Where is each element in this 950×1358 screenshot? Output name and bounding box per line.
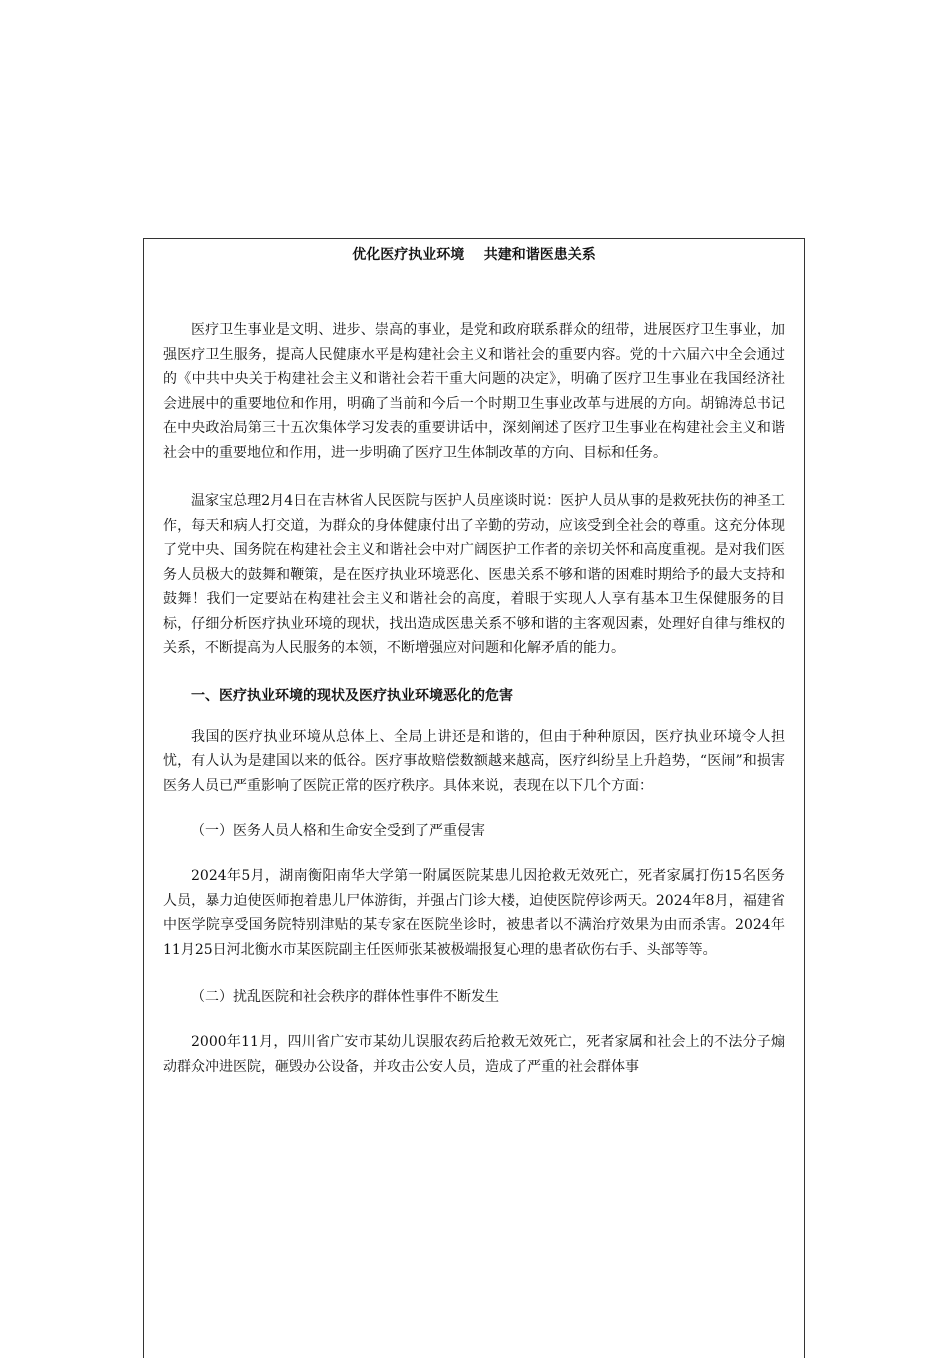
subsection-heading-2: （二）扰乱医院和社会秩序的群体性事件不断发生 xyxy=(191,989,499,1005)
paragraph-mass-incidents: 2000年11月，四川省广安市某幼儿误服农药后抢救无效死亡，死者家属和社会上的不法分子煽动群众冲进医院，砸毁办公设备，并攻击公安人员，造成了严重的社会群体事 xyxy=(163,1034,785,1075)
document-title: 优化医疗执业环境 共建和谐医患关系 xyxy=(352,247,596,263)
section-heading-1: 一、医疗执业环境的现状及医疗执业环境恶化的危害 xyxy=(191,687,513,704)
subsection-heading-1: （一）医务人员人格和生命安全受到了严重侵害 xyxy=(191,823,485,839)
paragraph-violence-cases: 2024年5月，湖南衡阳南华大学第一附属医院某患儿因抢救无效死亡，死者家属打伤15名医务人员，暴力迫使医师抱着患儿尸体游街，并强占门诊大楼，迫使医院停诊两天。2024年8月，福建省中医学院享受国务院特别津贴的某专家在医院坐诊时，被患者以不满治疗效果为由而杀害。2024年11月25日河北衡水市某医院副主任医师张某被极端报复心理的患者砍伤右手、头部等等。 xyxy=(163,868,785,958)
paragraph-environment-status: 我国的医疗执业环境从总体上、全局上讲还是和谐的，但由于种种原因，医疗执业环境令人担忧，有人认为是建国以来的低谷。医疗事故赔偿数额越来越高，医疗纠纷呈上升趋势，“医闹”和损害医务人员已严重影响了医院正常的医疗秩序。具体来说，表现在以下几个方面： xyxy=(163,728,785,794)
paragraph-intro: 医疗卫生事业是文明、进步、崇高的事业，是党和政府联系群众的纽带，进展医疗卫生事业，加强医疗卫生服务，提高人民健康水平是构建社会主义和谐社会的重要内容。党的十六届六中全会通过的《中共中央关于构建社会主义和谐社会若干重大问题的决定》，明确了医疗卫生事业在我国经济社会进展中的重要地位和作用，明确了当前和今后一个时期卫生事业改革与进展的方向。胡锦涛总书记在中央政治局第三十五次集体学习发表的重要讲话中，深刻阐述了医疗卫生事业在构建社会主义和谐社会中的重要地位和作用，进一步明确了医疗卫生体制改革的方向、目标和任务。 xyxy=(163,322,785,461)
document-frame xyxy=(143,238,805,1358)
paragraph-premier-remarks: 温家宝总理2月4日在吉林省人民医院与医护人员座谈时说：医护人员从事的是救死扶伤的神圣工作，每天和病人打交道，为群众的身体健康付出了辛勤的劳动，应该受到全社会的尊重。这充分体现了党中央、国务院在构建社会主义和谐社会中对广阔医护工作者的亲切关怀和高度重视。是对我们医务人员极大的鼓舞和鞭策，是在医疗执业环境恶化、医患关系不够和谐的困难时期给予的最大支持和鼓舞！我们一定要站在构建社会主义和谐社会的高度，着眼于实现人人享有基本卫生保健服务的目标，仔细分析医疗执业环境的现状，找出造成医患关系不够和谐的主客观因素，处理好自律与维权的关系，不断提高为人民服务的本领，不断增强应对问题和化解矛盾的能力。 xyxy=(163,493,785,656)
